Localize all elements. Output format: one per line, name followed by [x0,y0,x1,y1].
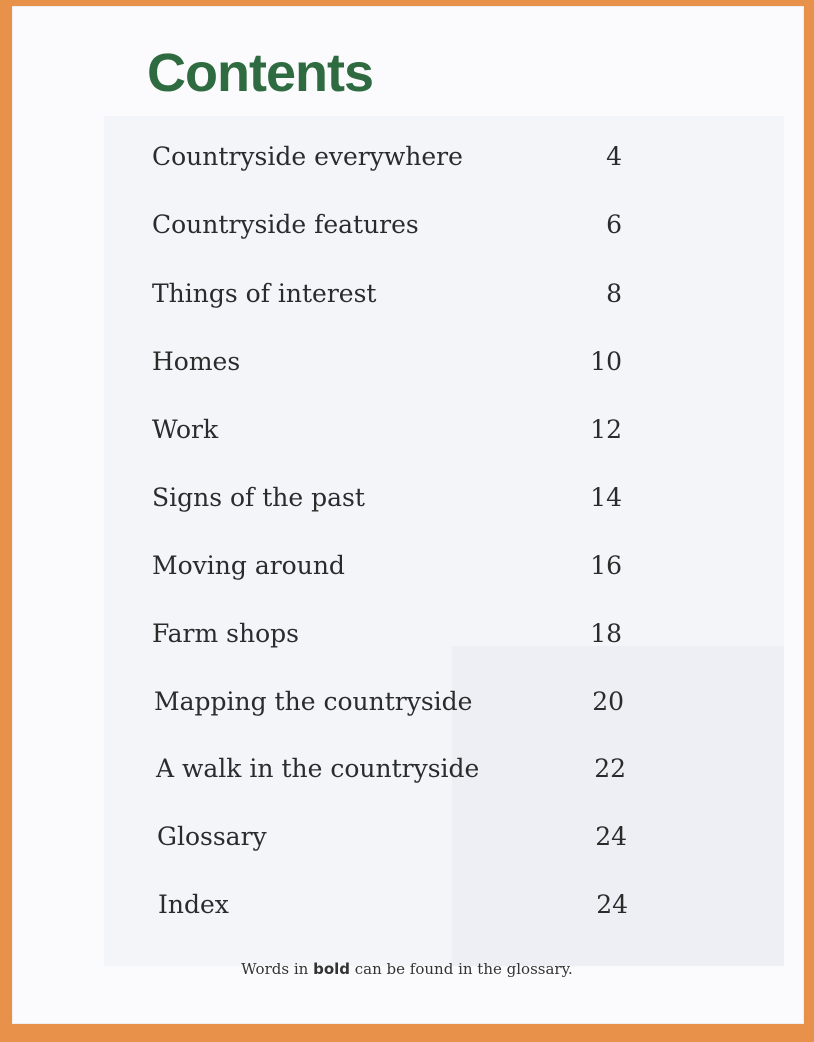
toc-item [158,890,628,926]
toc-item-label: Work [152,415,219,444]
toc-item [157,822,627,858]
toc-item-page: 10 [590,347,622,376]
toc-item-page: 24 [595,822,627,851]
toc-item-page: 18 [590,619,622,648]
toc-item-page: 14 [590,483,622,512]
toc-item-page: 8 [606,279,622,308]
toc-item-label: Homes [152,347,241,376]
toc-item [152,483,622,519]
toc-item [152,210,622,246]
toc-item [154,687,624,723]
footnote-text-end: can be found in the glossary. [354,960,573,978]
toc-item-page: 16 [590,551,622,580]
footnote-text-start: Words in [241,960,309,978]
toc-item-page: 12 [590,415,622,444]
toc-item-page: 20 [592,687,624,716]
toc-item-label: Countryside everywhere [152,142,463,171]
toc-item [152,551,622,587]
toc-item-label: A walk in the countryside [156,754,480,783]
toc-item-label: Countryside features [152,210,419,239]
toc-item-label: Index [158,890,229,919]
toc-item-page: 22 [594,754,626,783]
toc-item-page: 4 [606,142,622,171]
toc-item [152,415,622,451]
toc-item [152,279,622,315]
page-title: Contents [147,43,373,103]
toc-item-page: 6 [606,210,622,239]
toc-item [152,619,622,655]
toc-item-label: Signs of the past [152,483,365,512]
toc-item [152,347,622,383]
toc-item-label: Farm shops [152,619,299,648]
footnote-bold-word: bold [313,960,350,978]
glossary-footnote [0,960,814,978]
toc-item [156,754,626,790]
toc-item-label: Moving around [152,551,345,580]
toc-item-page: 24 [596,890,628,919]
toc-item-label: Things of interest [152,279,377,308]
toc-item-label: Mapping the countryside [154,687,473,716]
toc-item-label: Glossary [157,822,267,851]
toc-item [152,142,622,178]
